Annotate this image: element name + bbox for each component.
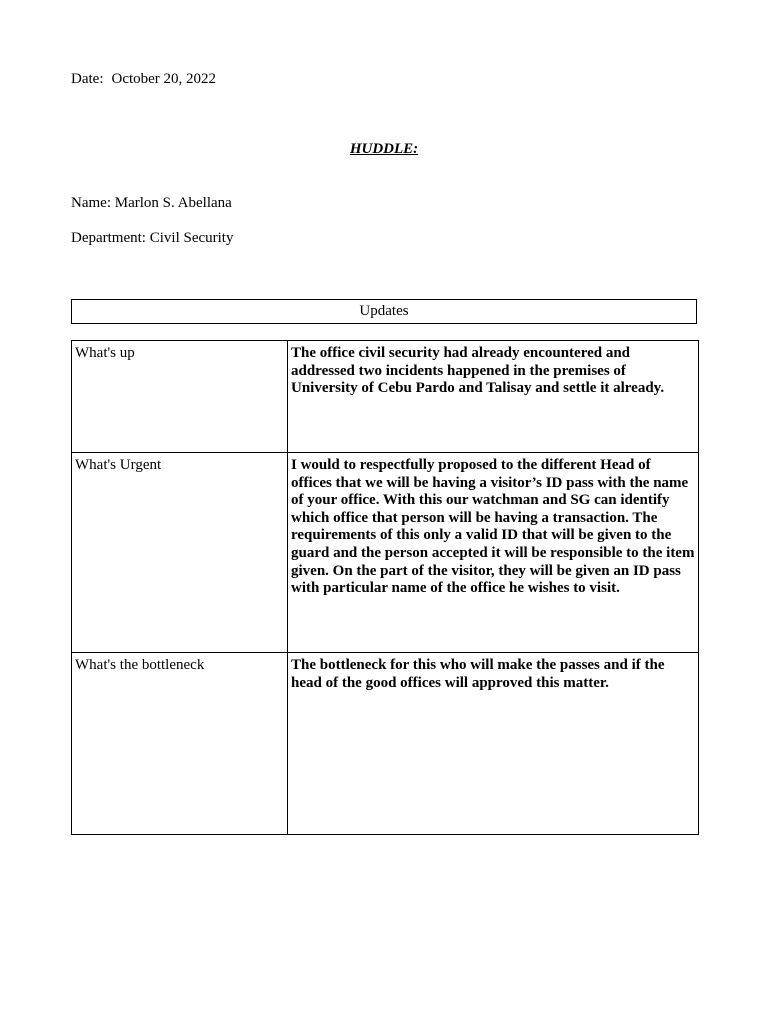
date-value: October 20, 2022 — [111, 71, 217, 87]
row-content-whats-up: The office civil security had already encountered and addressed two incidents happened in the premises of University of Cebu Pardo and Talisay and settle it already. — [288, 341, 699, 453]
department-value: Civil Security — [149, 230, 234, 246]
huddle-table — [71, 340, 699, 835]
department-label: Department: — [71, 230, 146, 246]
row-label-whats-the-bottleneck: What's the bottleneck — [72, 653, 288, 835]
page-title: HUDDLE: — [349, 141, 419, 157]
date-line — [71, 70, 216, 88]
name-label: Name: — [71, 195, 111, 211]
row-content-whats-urgent: I would to respectfully proposed to the different Head of offices that we will be having a visitor’s ID pass with the name of your office. With this our watchman and SG can identify which office that person will be having a transaction. The requirements of this only a valid ID that will be given to the guard and the person accepted it will be responsible to the item given. On the part of the visitor, they will be given an ID pass with particular name of the office he wishes to visit. — [288, 453, 699, 653]
row-label-whats-up: What's up — [72, 341, 288, 453]
department-line — [71, 229, 233, 247]
row-label-whats-urgent: What's Urgent — [72, 453, 288, 653]
name-value: Marlon S. Abellana — [114, 195, 232, 211]
row-content-whats-the-bottleneck: The bottleneck for this who will make the passes and if the head of the good offices will approved this matter. — [288, 653, 699, 835]
table-row — [72, 653, 699, 835]
table-row — [72, 341, 699, 453]
table-row — [72, 453, 699, 653]
updates-heading: Updates — [71, 299, 697, 324]
name-line — [71, 194, 232, 212]
date-label: Date: — [71, 71, 104, 87]
